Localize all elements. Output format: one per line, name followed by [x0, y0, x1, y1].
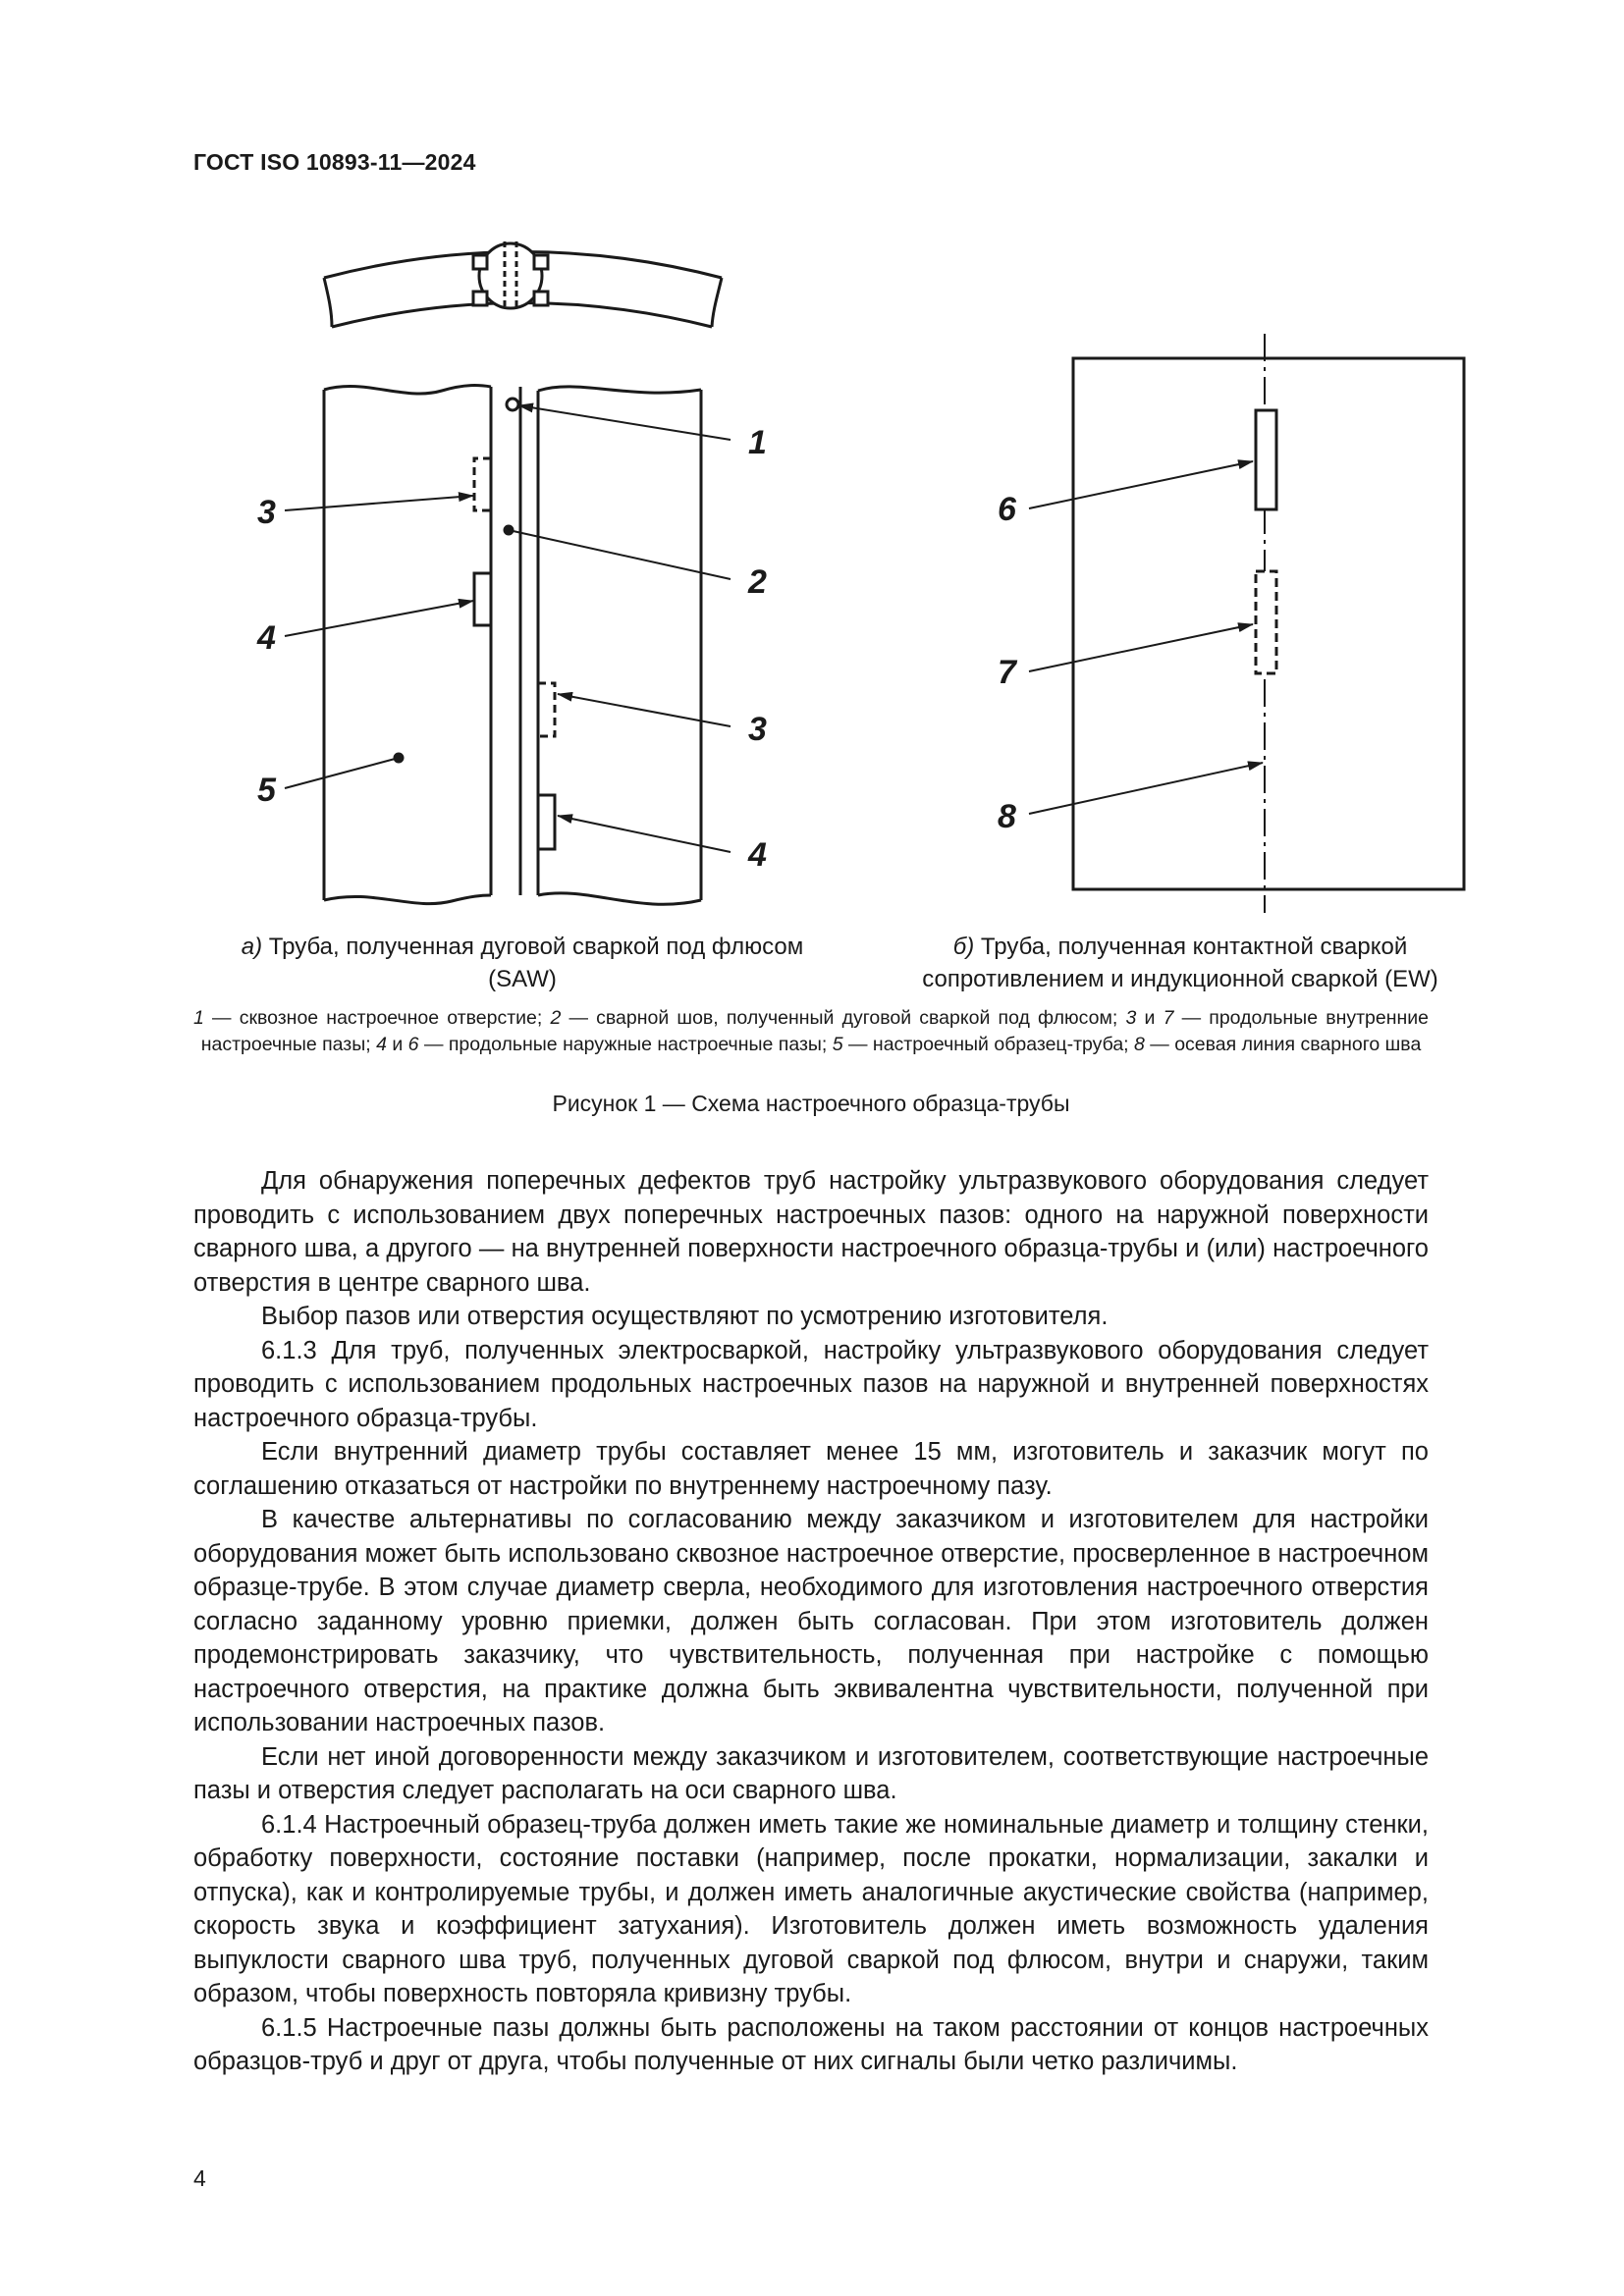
- label-7: 7: [998, 654, 1016, 691]
- caption-b-text: Труба, полученная контактной сваркой сопротивлением и индукционной сваркой (EW): [922, 934, 1438, 992]
- paragraph: Для обнаружения поперечных дефектов труб настройку ультразвукового оборудования следует проводить с использованием двух поперечных настроечных пазов: одного на наружной поверхности сварного шва, а другого — на внутренней поверхности настроечного образца-трубы и (или) настроечного отверстия в центре сварного шва.: [193, 1167, 1429, 1297]
- legend-text: и: [386, 1034, 408, 1055]
- caption-a-text: Труба, полученная дуговой сваркой под флюсом (SAW): [268, 934, 804, 992]
- caption-b: [905, 931, 1455, 995]
- figure-1: [0, 0, 1624, 942]
- paragraph: В качестве альтернативы по согласованию между заказчиком и изготовителем для настройки оборудования может быть использовано сквозное настроечное отверстие, просверленное в настроечном образце-трубе. В этом случае диаметр сверла, необходимого для изготовления настроечного отверстия согласно заданному уровню приемки, должен быть согласован. При этом изготовитель должен продемонстрировать заказчику, что чувствительность, полученная при настройке с помощью настроечного отверстия, на практике должна быть эквивалентна чувствительности, полученной при использовании настроечных пазов.: [193, 1506, 1429, 1736]
- legend-num: 2: [550, 1007, 562, 1029]
- legend-text: — продольные внутренние настроечные пазы;: [200, 1007, 1429, 1055]
- legend-num: 5: [832, 1034, 843, 1055]
- label-3: 3: [257, 494, 276, 531]
- figure-title: Рисунок 1 — Схема настроечного образца-трубы: [552, 1091, 1070, 1116]
- ew-labels: [998, 491, 1018, 835]
- paragraph: 6.1.5 Настроечные пазы должны быть расположены на таком расстоянии от концов настроечных образцов-труб и друг от друга, чтобы полученные от них сигналы были четко различимы.: [193, 2013, 1429, 2075]
- label-6: 6: [998, 491, 1016, 528]
- legend-num: 4: [376, 1034, 387, 1055]
- paragraph: Если нет иной договоренности между заказчиком и изготовителем, соответствующие настроечные пазы и отверстия следует располагать на оси сварного шва.: [193, 1742, 1429, 1804]
- label-4b: 4: [748, 836, 767, 874]
- paragraph: 6.1.3 Для труб, полученных электросваркой, настройку ультразвукового оборудования следует проводить с использованием продольных настроечных пазов на наружной и внутренней поверхностях настроечного образца-трубы.: [193, 1336, 1429, 1432]
- saw-labels: [256, 424, 767, 874]
- legend-text: — сварной шов, полученный дуговой сваркой под флюсом;: [561, 1007, 1126, 1029]
- label-5: 5: [257, 772, 276, 809]
- paragraph: Если внутренний диаметр трубы составляет менее 15 мм, изготовитель и заказчик могут по соглашению отказаться от настройки по внутреннему настроечному пазу.: [193, 1438, 1429, 1500]
- legend-num: 3: [1125, 1007, 1137, 1029]
- saw-pipe-drawing: [324, 386, 701, 905]
- legend-text: — продольные наружные настроечные пазы;: [418, 1034, 833, 1055]
- legend-text: — осевая линия сварного шва: [1144, 1034, 1422, 1055]
- legend-num: 8: [1134, 1034, 1145, 1055]
- ew-leaders: [1029, 461, 1263, 814]
- pipe-cross-section: [324, 241, 722, 327]
- caption-b-letter: б): [952, 934, 975, 960]
- label-8: 8: [998, 798, 1016, 835]
- legend-num: 1: [193, 1007, 204, 1029]
- label-4: 4: [257, 619, 276, 657]
- caption-a: [208, 931, 837, 995]
- label-2: 2: [748, 563, 767, 601]
- label-1: 1: [748, 424, 767, 461]
- label-3b: 3: [748, 711, 767, 748]
- figure-legend: [193, 1005, 1429, 1058]
- legend-text: и: [1136, 1007, 1164, 1029]
- legend-num: 6: [407, 1034, 419, 1055]
- legend-text: — сквозное настроечное отверстие;: [203, 1007, 551, 1029]
- caption-a-letter: а): [241, 934, 263, 960]
- paragraph: Выбор пазов или отверстия осуществляют по усмотрению изготовителя.: [261, 1303, 1109, 1330]
- legend-text: — настроечный образец-труба;: [842, 1034, 1135, 1055]
- page-number: 4: [193, 2165, 206, 2191]
- paragraph: 6.1.4 Настроечный образец-труба должен иметь такие же номинальные диаметр и толщину стенки, обработку поверхности, состояние поставки (например, после прокатки, нормализации, закалки и отпуска), как и контролируемые трубы, и должен иметь аналогичные акустические свойства (например, скорость звука и коэффициент затухания). Изготовитель должен иметь возможность удаления выпуклости сварного шва труб, полученных дуговой сваркой под флюсом, внутри и снаружи, таким образом, чтобы поверхность повторяла кривизну трубы.: [193, 1810, 1429, 2007]
- legend-num: 7: [1163, 1007, 1174, 1029]
- ew-pipe-drawing: [1073, 334, 1464, 913]
- document-header: ГОСТ ISO 10893-11—2024: [193, 149, 476, 175]
- body-text: [193, 1164, 1429, 2079]
- saw-leaders: [285, 405, 731, 852]
